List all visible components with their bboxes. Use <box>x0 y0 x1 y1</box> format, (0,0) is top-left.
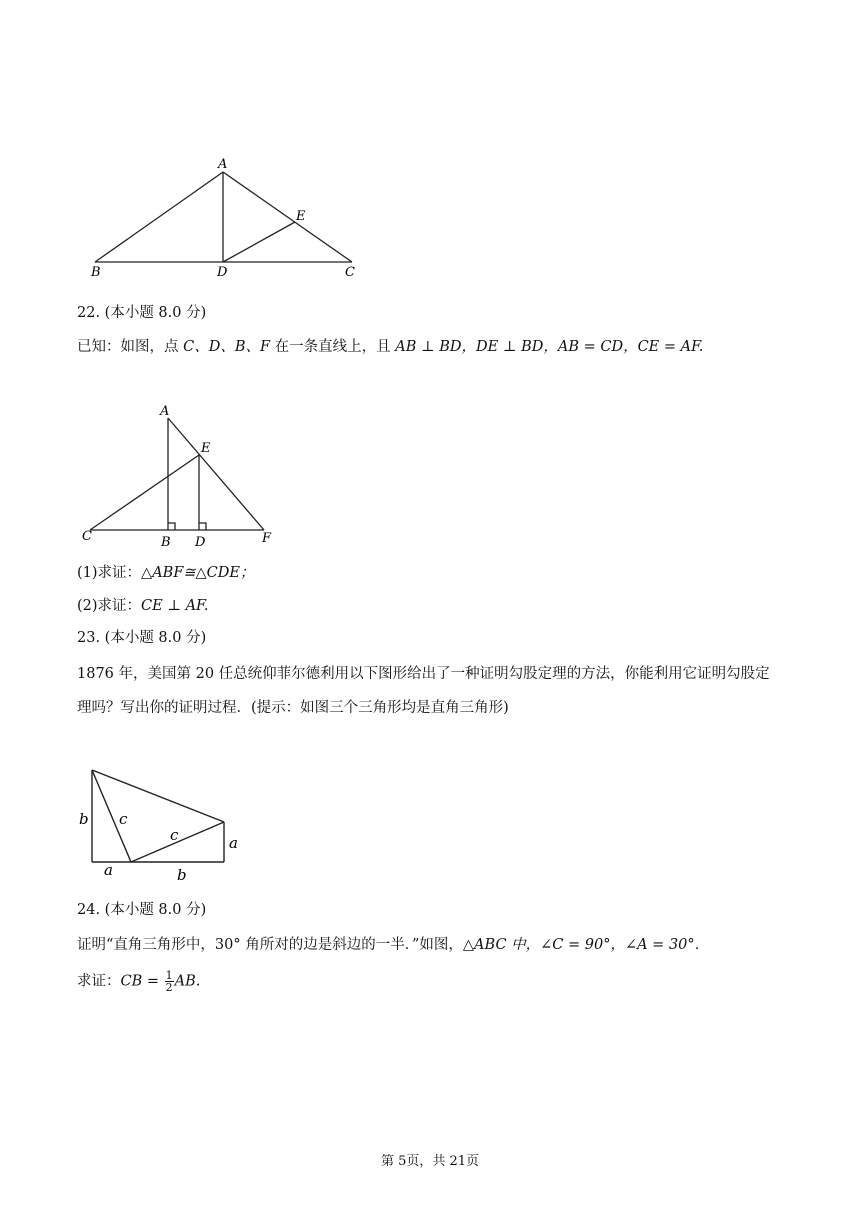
q24-prove <box>77 970 200 993</box>
q22-given-points: C、D、B、F <box>183 339 271 355</box>
fraction-denominator: 2 <box>165 981 173 994</box>
line-ac <box>223 172 352 262</box>
q22-part1-prefix: (1)求证： <box>77 565 142 581</box>
q22-header: 22. (本小题 8.0 分) <box>77 305 207 321</box>
line-ab <box>95 172 223 262</box>
label-d: D <box>217 265 228 280</box>
label-b: B <box>91 265 101 280</box>
label-a-bottom: a <box>104 861 113 879</box>
line-de <box>223 222 295 262</box>
label-c: C <box>82 529 92 544</box>
q23-header: 23. (本小题 8.0 分) <box>77 630 207 646</box>
q22-given-conditions: AB ⊥ BD，DE ⊥ BD，AB = CD，CE = AF. <box>395 339 704 355</box>
right-angle-b <box>168 523 175 530</box>
q24-prove-rhs: AB. <box>174 973 201 990</box>
side-top <box>92 770 224 822</box>
right-angle-d <box>199 523 206 530</box>
q22-part1-math: △ABF≅△CDE； <box>141 565 255 581</box>
q24-prove-prefix: 求证： <box>77 973 121 990</box>
q24-header: 24. (本小题 8.0 分) <box>77 902 207 918</box>
q24-body <box>77 935 709 955</box>
label-e: E <box>201 441 211 456</box>
label-d: D <box>195 535 206 550</box>
q22-part2-math: CE ⊥ AF. <box>141 598 209 614</box>
garfield-trapezoid-figure <box>74 762 244 887</box>
page-footer: 第 5页，共 21页 <box>380 1154 480 1169</box>
fraction-one-half <box>165 970 174 993</box>
q24-body-prefix: 证明“直角三角形中，30° 角所对的边是斜边的一半．”如图， <box>77 937 463 953</box>
label-a: A <box>218 157 228 172</box>
q24-body-math: △ABC 中，∠C = 90°，∠A = 30°． <box>462 937 710 953</box>
label-b: B <box>161 535 171 550</box>
q22-given-prefix: 已知：如图，点 <box>77 339 179 355</box>
q24-prove-lhs: CB = <box>120 973 160 990</box>
label-a: A <box>160 404 170 419</box>
label-c-mid: c <box>170 826 179 844</box>
label-b-left: b <box>79 810 89 828</box>
line-ce <box>90 455 199 530</box>
label-e: E <box>296 209 306 224</box>
label-f: F <box>262 531 272 546</box>
q23-body: 1876 年，美国第 20 任总统仰菲尔德利用以下图形给出了一种证明勾股定理的方法，你能利用它证明勾股定理吗？写出你的证明过程．(提示：如图三个三角形均是直角三角形) <box>77 666 770 716</box>
q22-given-mid: 在一条直线上，且 <box>274 339 391 355</box>
label-a-right: a <box>229 834 238 852</box>
q22-given <box>77 337 704 357</box>
triangle-figure-cdbf <box>78 398 288 553</box>
label-c: C <box>345 265 355 280</box>
q22-part2 <box>77 596 208 616</box>
q22-part1 <box>77 563 255 583</box>
label-b-bottom: b <box>177 866 187 884</box>
triangle-figure-abc <box>85 150 375 280</box>
label-c-left: c <box>119 810 128 828</box>
fraction-numerator: 1 <box>165 969 173 982</box>
line-af <box>168 418 264 530</box>
q22-part2-prefix: (2)求证： <box>77 598 142 614</box>
